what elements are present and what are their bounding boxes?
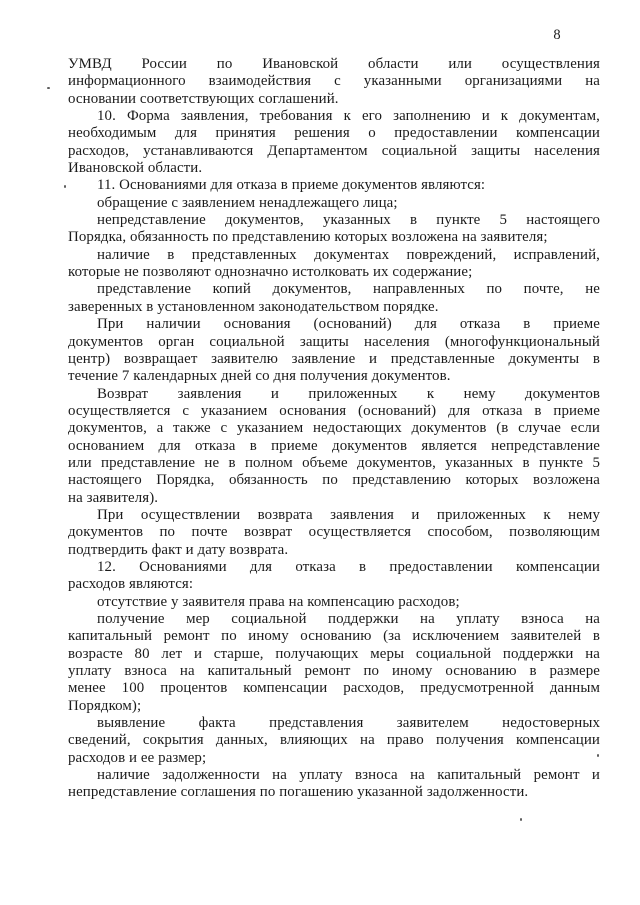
scan-speck xyxy=(47,87,50,89)
text-line: Порядком); xyxy=(68,697,142,714)
paragraph xyxy=(68,108,600,177)
text-line: которые не позволяют однозначно истолковать их содержание; xyxy=(68,264,473,281)
text-line: наличие задолженности на уплату взноса на капитальный ремонт и xyxy=(97,767,600,784)
text-line: непредставление соглашения по погашению указанной задолженности. xyxy=(68,784,529,801)
text-line: обращение с заявлением ненадлежащего лица; xyxy=(97,194,398,211)
text-line: на заявителя). xyxy=(68,489,159,506)
text-line: документов, а также с указанием недостающих документов (в случае если xyxy=(68,420,600,437)
text-line: Возврат заявления и приложенных к нему документов xyxy=(97,385,600,402)
text-line: заверенных в установленном законодательством порядке. xyxy=(68,298,439,315)
scan-speck xyxy=(597,754,599,757)
text-line: документов по почте возврат осуществляется способом, позволяющим xyxy=(68,524,600,541)
text-line: возрасте 80 лет и старше, получающих меры социальной поддержки на xyxy=(68,645,600,662)
text-line: расходов являются: xyxy=(68,576,194,593)
text-line: 11. Основаниями для отказа в приеме документов являются: xyxy=(97,177,486,194)
text-line: отсутствие у заявителя права на компенсацию расходов; xyxy=(97,593,460,610)
text-line: УМВД России по Ивановской области или осуществления xyxy=(68,56,600,72)
paragraph xyxy=(68,195,600,212)
paragraph xyxy=(68,177,600,194)
text-line: или представление не в полном объеме документов, указанных в пункте 5 xyxy=(68,454,600,471)
paragraph xyxy=(68,212,600,247)
paragraph xyxy=(68,594,600,611)
paragraph xyxy=(68,715,600,767)
text-line: 10. Форма заявления, требования к его заполнению и к документам, xyxy=(97,108,600,125)
text-line: получение мер социальной поддержки на уплату взноса на xyxy=(97,611,600,627)
text-line: Ивановской области. xyxy=(68,160,203,177)
text-line: непредставление документов, указанных в пункте 5 настоящего xyxy=(97,212,600,229)
document-text-block xyxy=(68,56,600,802)
paragraph xyxy=(68,247,600,282)
paragraph xyxy=(68,507,600,559)
text-line: 12. Основаниями для отказа в предоставлении компенсации xyxy=(97,558,600,575)
text-line: наличие в представленных документах повреждений, исправлений, xyxy=(97,246,600,263)
text-line: выявление факта представления заявителем недостоверных xyxy=(97,715,600,732)
scan-speck xyxy=(64,185,66,188)
paragraph xyxy=(68,611,600,715)
text-line: сведений, сокрытия данных, влияющих на право получения компенсации xyxy=(68,732,600,749)
scan-speck xyxy=(520,818,522,821)
text-line: менее 100 процентов компенсации расходов, предусмотренной данным xyxy=(68,680,600,697)
text-line: течение 7 календарных дней со дня получения документов. xyxy=(68,368,451,385)
text-line: основании соответствующих соглашений. xyxy=(68,90,339,107)
text-line: документов орган социальной защиты населения (многофункциональный xyxy=(68,333,600,350)
text-line: При наличии основания (оснований) для отказа в приеме xyxy=(97,316,600,333)
text-line: настоящего Порядка, обязанность по представлению которых возложена xyxy=(68,472,600,489)
text-line: При осуществлении возврата заявления и приложенных к нему xyxy=(97,506,600,523)
text-line: расходов, устанавливаются Департаментом социальной защиты населения xyxy=(68,142,600,159)
text-line: основанием для отказа в приеме документов является непредставление xyxy=(68,437,600,454)
text-line: представление копий документов, направленных по почте, не xyxy=(97,281,600,298)
paragraph xyxy=(68,56,600,108)
paragraph xyxy=(68,281,600,316)
text-line: уплату взноса на капитальный ремонт по иному основанию в размере xyxy=(68,663,600,680)
paragraph xyxy=(68,559,600,594)
text-line: подтвердить факт и дату возврата. xyxy=(68,541,289,558)
text-line: Порядка, обязанность по представлению которых возложена на заявителя; xyxy=(68,229,548,246)
paragraph xyxy=(68,386,600,507)
text-line: осуществляется с указанием основания (оснований) для отказа в приеме xyxy=(68,402,600,419)
text-line: необходимым для принятия решения о предоставлении компенсации xyxy=(68,125,600,142)
paragraph xyxy=(68,767,600,802)
paragraph xyxy=(68,316,600,385)
text-line: центр) возвращает заявителю заявление и представленные документы в xyxy=(68,350,600,367)
page-number: 8 xyxy=(553,27,561,43)
text-line: расходов и ее размер; xyxy=(68,749,207,766)
text-line: капитальный ремонт по иному основанию (за исключением заявителей в xyxy=(68,628,600,645)
text-line: информационного взаимодействия с указанными организациями на xyxy=(68,73,600,90)
